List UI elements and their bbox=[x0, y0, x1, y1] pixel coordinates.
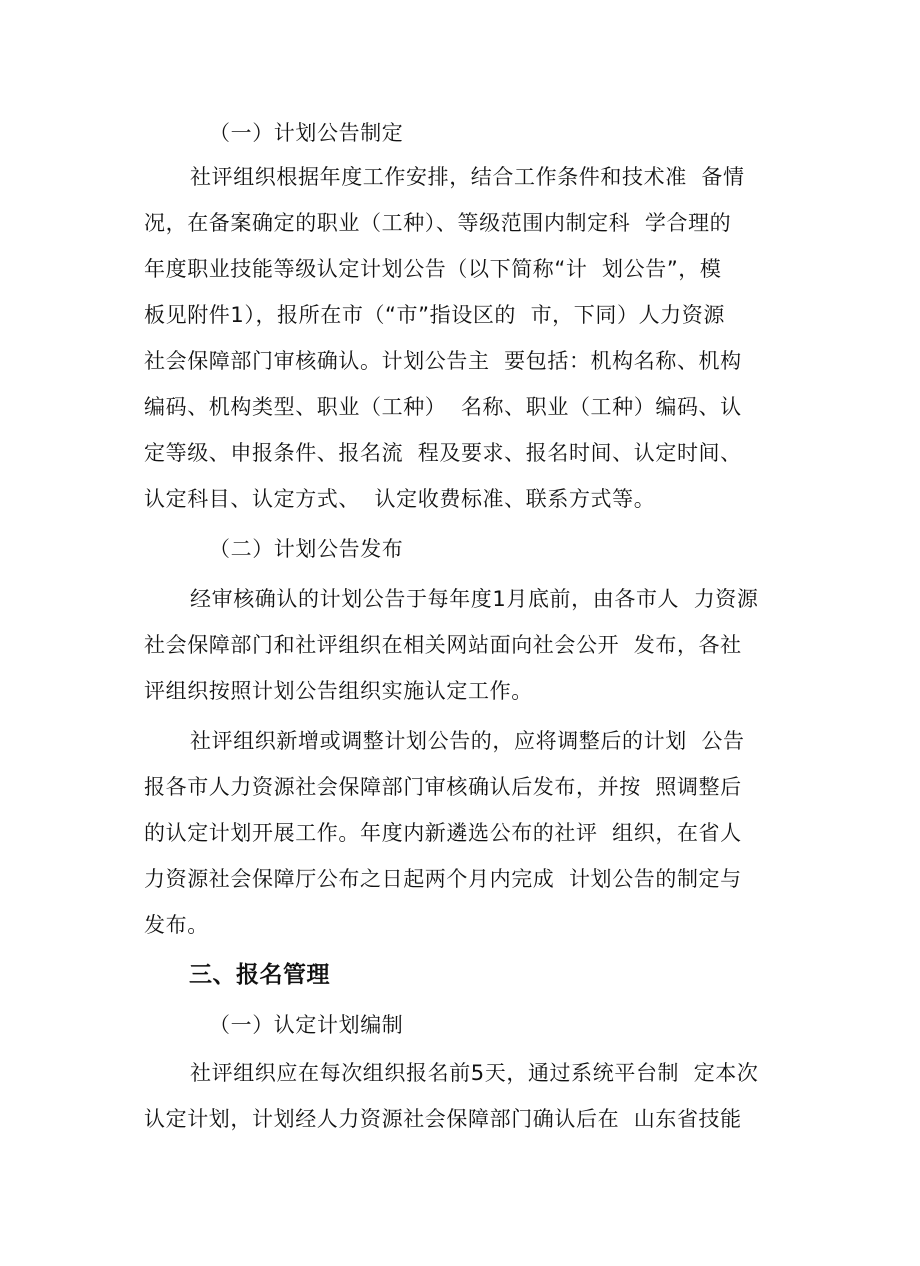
subheading-plan-notice-formulation: （一）计划公告制定 bbox=[209, 121, 404, 145]
body-line: 认定科目、认定方式、 认定收费标准、联系方式等。 bbox=[144, 487, 656, 511]
body-line: 社评组织新增或调整计划公告的，应将调整后的计划 公告 bbox=[190, 729, 745, 753]
body-line: 的认定计划开展工作。年度内新遴选公布的社评 组织，在省人 bbox=[144, 821, 742, 845]
body-line: 发布。 bbox=[144, 913, 209, 937]
body-line: 板见附件1），报所在市（“市”指设区的 市，下同）人力资源 bbox=[144, 303, 725, 327]
body-line: 社会保障部门和社评组织在相关网站面向社会公开 发布，各社 bbox=[144, 633, 742, 657]
body-line: 力资源社会保障厅公布之日起两个月内完成 计划公告的制定与 bbox=[144, 867, 742, 891]
body-line: 定等级、申报条件、报名流 程及要求、报名时间、认定时间、 bbox=[144, 441, 742, 465]
body-line: 社评组织根据年度工作安排，结合工作条件和技术准 备情 bbox=[190, 165, 745, 189]
section-heading-registration-management: 三、报名管理 bbox=[189, 962, 330, 988]
body-line: 社会保障部门审核确认。计划公告主 要包括：机构名称、机构 bbox=[144, 349, 742, 373]
body-line: 报各市人力资源社会保障部门审核确认后发布，并按 照调整后 bbox=[144, 775, 742, 799]
body-line: 况，在备案确定的职业（工种）、等级范围内制定科 学合理的 bbox=[144, 211, 732, 235]
body-line: 经审核确认的计划公告于每年度1月底前，由各市人 力资源 bbox=[190, 587, 759, 611]
body-line: 评组织按照计划公告组织实施认定工作。 bbox=[144, 679, 533, 703]
subheading-plan-notice-release: （二）计划公告发布 bbox=[209, 537, 404, 561]
body-line: 编码、机构类型、职业（工种） 名称、职业（工种）编码、认 bbox=[144, 395, 742, 419]
body-line: 认定计划，计划经人力资源社会保障部门确认后在 山东省技能 bbox=[144, 1107, 742, 1131]
body-line: 年度职业技能等级认定计划公告（以下简称“计 划公告”，模 bbox=[144, 257, 722, 281]
body-line: 社评组织应在每次组织报名前5天，通过系统平台制 定本次 bbox=[190, 1061, 759, 1085]
subheading-certification-plan-preparation: （一）认定计划编制 bbox=[209, 1013, 404, 1037]
